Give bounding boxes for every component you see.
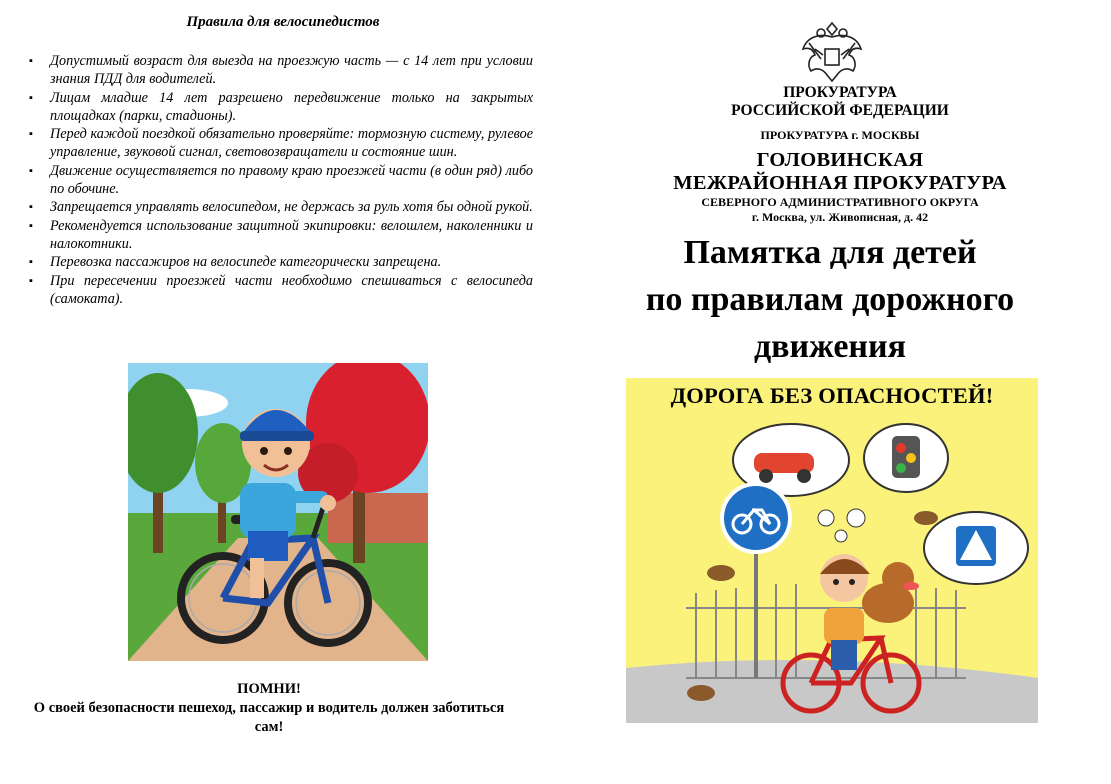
list-item (28, 162, 533, 199)
list-item (28, 125, 533, 162)
memo-line: движения (753, 328, 907, 365)
rule-text: При пересечении проезжей части необходимо спешиваться с велосипеда (самоката). (50, 272, 533, 307)
org-line: МЕЖРАЙОННАЯ ПРОКУРАТУРА (673, 172, 1007, 194)
memo-line: по правилам дорожного (645, 281, 1015, 318)
org-line: СЕВЕРНОГО АДМИНИСТРАТИВНОГО ОКРУГА (701, 195, 979, 209)
remember-text: О своей безопасности пешеход, пассажир и водитель должен заботиться сам! (33, 700, 505, 735)
org-subtitle: ПРОКУРАТУРА г. МОСКВЫ (760, 128, 920, 142)
coat-of-arms-icon (799, 15, 865, 85)
rules-title: Правила для велосипедистов (186, 14, 380, 30)
bullet-icon: ▪ (29, 201, 33, 214)
bullet-icon: ▪ (29, 128, 33, 141)
org-line: ПРОКУРАТУРА (783, 84, 897, 101)
list-item (28, 198, 533, 216)
address: г. Москва, ул. Живописная, д. 42 (751, 210, 929, 224)
list-item (28, 52, 533, 89)
boy-on-bicycle-illustration (128, 363, 428, 661)
list-item (28, 217, 533, 254)
rule-text: Перед каждой поездкой обязательно проверяйте: тормозную систему, рулевое управление, звуковой сигнал, световозвращатели и состояние шин. (50, 126, 533, 161)
bullet-icon: ▪ (29, 55, 33, 67)
bullet-icon: ▪ (29, 274, 33, 287)
remember-block (30, 680, 508, 737)
org-line: ГОЛОВИНСКАЯ (756, 149, 924, 171)
bullet-icon: ▪ (29, 219, 33, 232)
rule-text: Лицам младше 14 лет разрешено передвижение только на закрытых площадках (парки, стадионы). (50, 89, 533, 124)
bullet-icon: ▪ (29, 164, 33, 177)
list-item (28, 272, 533, 309)
memo-line: Памятка для детей (683, 234, 977, 271)
rules-list (28, 52, 533, 308)
memo-title (600, 229, 1060, 370)
list-item (28, 253, 533, 271)
rule-text: Допустимый возраст для выезда на проезжую часть — с 14 лет при условии знания ПДД для водителей. (50, 53, 533, 88)
org-line: РОССИЙСКОЙ ФЕДЕРАЦИИ (731, 102, 949, 119)
remember-heading: ПОМНИ! (237, 681, 301, 697)
rule-text: Движение осуществляется по правому краю проезжей части (в один ряд) либо по обочине. (50, 162, 533, 198)
slogan: ДОРОГА БЕЗ ОПАСНОСТЕЙ! (670, 383, 994, 408)
child-cycling-with-dog-illustration (626, 378, 1038, 723)
rule-text: Перевозка пассажиров на велосипеде категорически запрещена. (50, 254, 442, 271)
rule-text: Рекомендуется использование защитной экипировки: велошлем, наколенники и налокотники. (50, 217, 533, 252)
rule-text: Запрещается управлять велосипедом, не держась за руль хотя бы одной рукой. (50, 199, 533, 216)
bullet-icon: ▪ (29, 256, 33, 269)
bullet-icon: ▪ (29, 91, 33, 104)
prosecutor-office-name (620, 149, 1060, 195)
org-district (620, 195, 1060, 225)
org-name (620, 84, 1060, 120)
list-item (28, 89, 533, 126)
